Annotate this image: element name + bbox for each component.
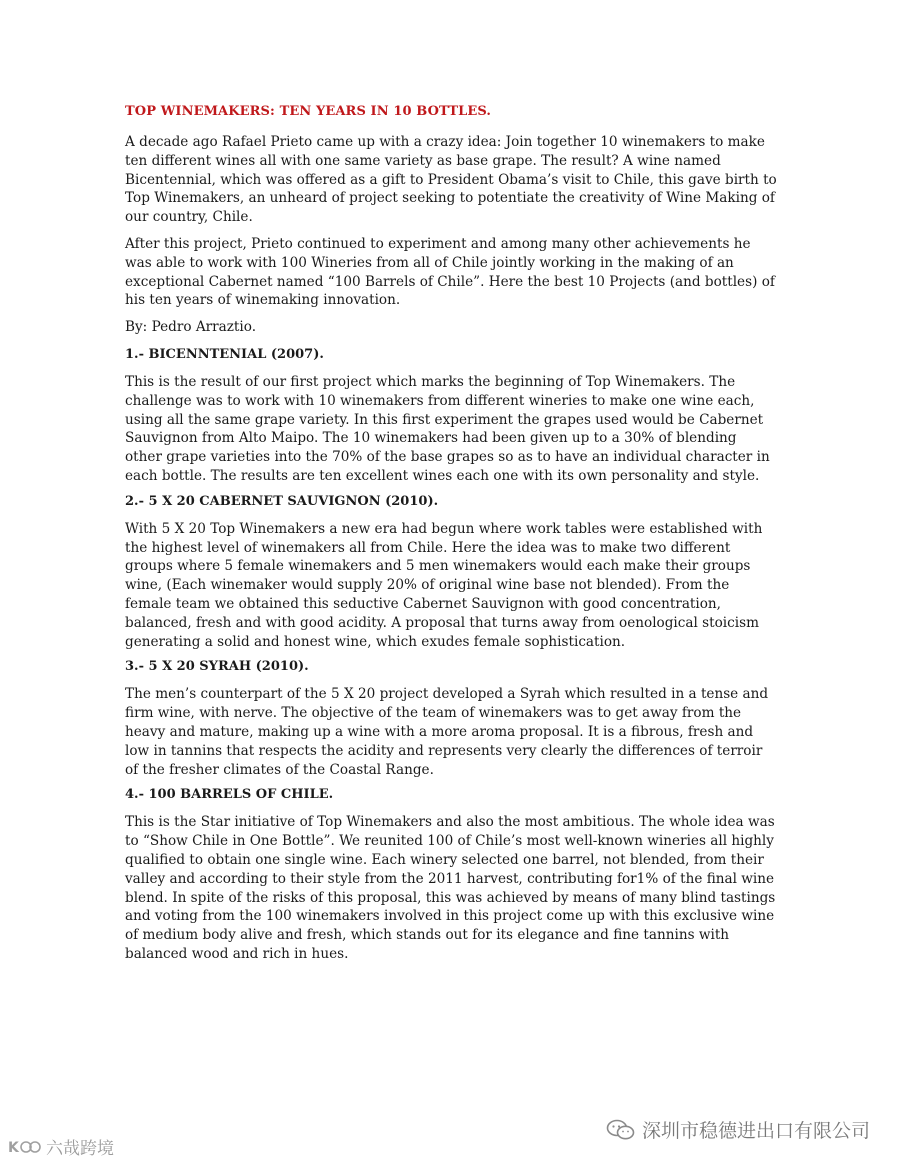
section-heading-1: 1.- BICENNTENIAL (2007). <box>125 346 324 362</box>
wechat-account-name: 深圳市稳德进出口有限公司 <box>641 1120 870 1142</box>
wechat-icon <box>606 1119 636 1141</box>
section-body-3: The men’s counterpart of the 5 X 20 project developed a Syrah which resulted in a tense and firm wine, with nerve. The objective of the team of winemakers was to get away from the heavy and mature, making up a wine with a more aroma proposal. It is a fibrous, fresh and low in tannins that respects the acidity and represents very clearly the differences of terroir of the fresher climates of the Coastal Range. <box>125 686 769 778</box>
article-title: TOP WINEMAKERS: TEN YEARS IN 10 BOTTLES. <box>125 104 492 119</box>
byline: By: Pedro Arraztio. <box>125 319 257 336</box>
article <box>125 104 777 972</box>
svg-text:K: K <box>8 1139 19 1156</box>
section-body-1: This is the result of our first project which marks the beginning of Top Winemakers. The challenge was to work with 10 winemakers from different wineries to make one wine each, using all the same grape variety. In this first experiment the grapes used would be Cabernet Sauvignon from Alto Maipo. The 10 winemakers had been given up to a 30% of blending other grape varieties into the 70% of the base grapes so as to have an individual character in each bottle. The results are ten excellent wines each one with its own personality and style. <box>125 373 770 484</box>
intro-paragraph-2: After this project, Prieto continued to experiment and among many other achievements he was able to work with 100 Wineries from all of Chile jointly working in the making of an exceptional Cabernet named “100 Barrels of Chile”. Here the best 10 Projects (and bottles) of his ten years of winemaking innovation. <box>125 235 775 309</box>
section-heading-2: 2.- 5 X 20 CABERNET SAUVIGNON (2010). <box>125 493 439 509</box>
section-heading-4: 4.- 100 BARRELS OF CHILE. <box>125 787 334 803</box>
intro-paragraph-1: A decade ago Rafael Prieto came up with a crazy idea: Join together 10 winemakers to make ten different wines all with one same variety as base grape. The result? A wine named Bicentennial, which was offered as a gift to President Obama’s visit to Chile, this gave birth to Top Winemakers, an unheard of project seeking to potentiate the creativity of Wine Making of our country, Chile. <box>125 134 777 226</box>
section-body-2: With 5 X 20 Top Winemakers a new era had begun where work tables were established with the highest level of winemakers all from Chile. Here the idea was to make two different groups where 5 female winemakers and 5 men winemakers would each make their groups wine, (Each winemaker would supply 20% of original wine base not blended). From the female team we obtained this seductive Cabernet Sauvignon with good concentration, balanced, fresh and with good acidity. A proposal that turns away from oenological stoicism generating a solid and honest wine, which exudes female sophistication. <box>125 520 763 650</box>
section-body-4: This is the Star initiative of Top Winemakers and also the most ambitious. The whole idea was to “Show Chile in One Bottle”. We reunited 100 of Chile’s most well-known wineries all highly qualified to obtain one single wine. Each winery selected one barrel, not blended, from their valley and according to their style from the 2011 harvest, contributing for1% of the final wine blend. In spite of the risks of this proposal, this was achieved by means of many blind tastings and voting from the 100 winemakers involved in this project come up with this exclusive wine of medium body alive and fresh, which stands out for its elegance and fine tannins with balanced wood and rich in hues. <box>125 814 776 962</box>
brand-watermark <box>8 1134 114 1159</box>
section-heading-3: 3.- 5 X 20 SYRAH (2010). <box>125 659 309 675</box>
logo-icon <box>8 1137 42 1157</box>
brand-name: 六哉跨境 <box>46 1139 114 1159</box>
wechat-watermark <box>606 1116 870 1143</box>
